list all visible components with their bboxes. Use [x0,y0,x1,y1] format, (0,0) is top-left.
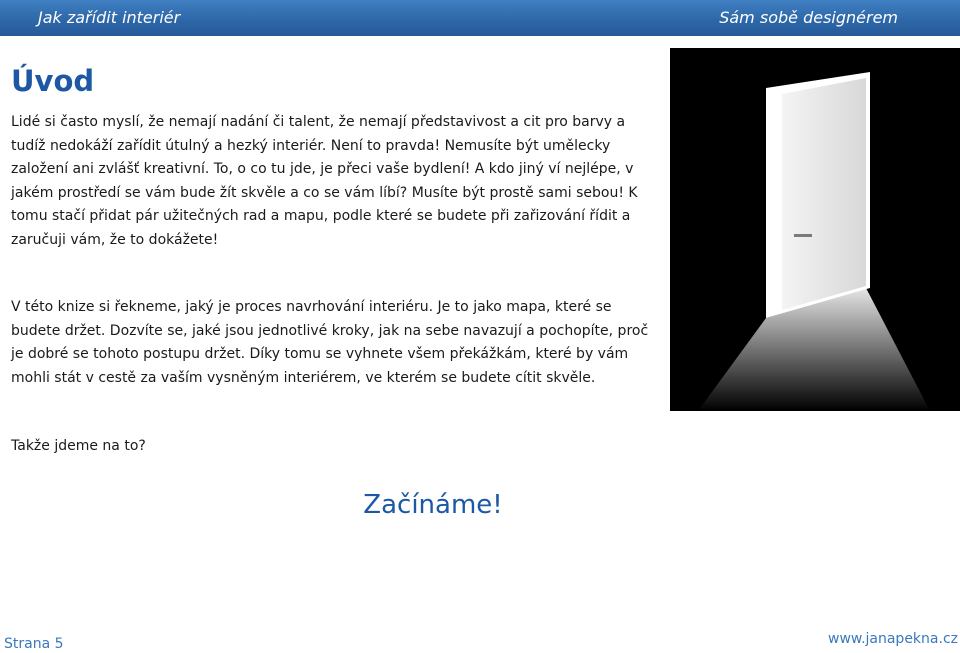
intro-paragraph-2: V této knize si řekneme, jaký je proces navrhování interiéru. Je to jako mapa, které se budete držet. Dozvíte se, jaké jsou jednotlivé kroky, jak na sebe navazují a pochopíte, proč je dobré se tohoto postupu držet. Díky tomu se vyhnete všem překážkám, které by vám mohli stát v cestě za vaším vysněným interiérem, ve kterém se budete cítit skvěle. [11,299,649,386]
header-bar [0,0,960,36]
intro-question: Takže jdeme na to? [11,438,146,454]
website-link[interactable]: www.janapekna.cz [828,631,958,647]
chapter-title: Jak zařídit interiér [38,8,181,27]
section-heading: Úvod [11,64,95,98]
open-door-light-icon [670,48,960,411]
open-door-illustration [670,48,960,411]
call-to-action: Začínáme! [363,490,503,520]
page-number: Strana 5 [4,636,64,652]
intro-paragraph-1: Lidé si často myslí, že nemají nadání či talent, že nemají představivost a cit pro barvy a tudíž nedokáží zařídit útulný a hezký interiér. Není to pravda! Nemusíte být umělecky založení ani zvlášť kreativní. To, o co tu jde, je přeci vaše bydlení! A kdo jiný ví nejlépe, v jakém prostředí se vám bude žít skvěle a co se vám líbí? Musíte být prostě sami sebou! K tomu stačí přidat pár užitečných rad a mapu, podle které se budete při zařizování řídit a zaručuji vám, že to dokážete! [11,114,638,248]
book-title: Sám sobě designérem [719,8,898,27]
